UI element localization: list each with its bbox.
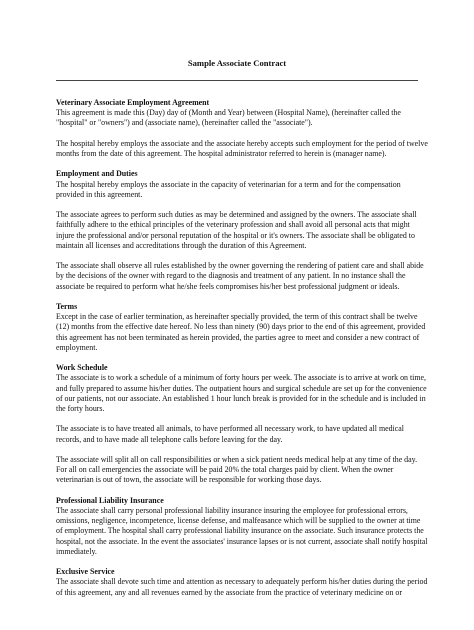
document-body xyxy=(56,98,428,608)
section-heading: Exclusive Service xyxy=(56,567,115,577)
document-title: Sample Associate Contract xyxy=(187,58,287,68)
title-divider xyxy=(56,80,418,81)
section-heading: Work Schedule xyxy=(56,363,108,373)
paragraph: The associate is to work a schedule of a minimum of forty hours per week. The associate is to arrive at work on time, and fully prepared to assume his/her duties. The outpatient hours and surgical schedule are set up for the convenience of our patients, not our associate. An established 1 hour lunch break is provided for in the schedule and is included in the forty hours. xyxy=(56,373,427,413)
paragraph: The associate will split all on call responsibilities or when a sick patient needs medical help at any time of the day. For all on call emergencies the associate will be paid 20% the total charges paid by client. When the owner veterinarian is out of town, the associate will be responsible for working those days. xyxy=(56,454,418,485)
section-employment-agreement xyxy=(56,98,428,159)
section-heading: Terms xyxy=(56,301,78,311)
paragraph: The associate shall observe all rules established by the owner governing the rendering of patient care and shall abide by the decisions of the owner with regard to the diagnosis and treatment of any patient. In no instance shall the associate be required to perform what he/she feels compromises his/her best professional judgment or ideals. xyxy=(56,261,424,291)
section-employment-duties xyxy=(56,169,428,291)
section-exclusive-service xyxy=(56,567,428,598)
section-work-schedule xyxy=(56,363,428,485)
paragraph: The associate shall carry personal professional liability insurance insuring the employee for professional errors, omissions, negligence, incompetence, license defense, and malfeasance which will be supplied to the owner at time of employment. The hospital shall carry professional liability insurance on the associate. Such insurance protects the hospital, not the associate. In the event the associates' insurance lapses or is not current, associate shall notify hospital immediately. xyxy=(56,505,428,556)
section-liability-insurance xyxy=(56,496,428,557)
section-heading: Employment and Duties xyxy=(56,169,138,179)
paragraph: The associate shall devote such time and attention as necessary to adequately perform his/her duties during the period of this agreement, any and all revenues earned by the associate from the practice of veterinary medicine on or xyxy=(56,577,428,597)
section-heading: Veterinary Associate Employment Agreement xyxy=(56,98,210,107)
paragraph: This agreement is made this (Day) day of (Month and Year) between (Hospital Name), (hereinafter called the "hospital" or "owners") and (associate name), (hereinafter called the "associate"). xyxy=(56,108,401,128)
paragraph: The hospital hereby employs the associate and the associate hereby accepts such employment for the period of twelve months from the date of this agreement. The hospital administrator referred to herein is (manager name). xyxy=(56,138,428,158)
paragraph: The associate is to have treated all animals, to have performed all necessary work, to have updated all medical records, and to have made all telephone calls before leaving for the day. xyxy=(56,424,404,444)
paragraph: The hospital hereby employs the associate in the capacity of veterinarian for a term and for the compensation provided in this agreement. xyxy=(56,179,401,199)
section-heading: Professional Liability Insurance xyxy=(56,495,164,505)
paragraph: Except in the case of earlier termination, as hereinafter specially provided, the term of this contract shall be twelve (12) months from the effective date hereof. No less than ninety (90) days prior to the end of this agreement, provided this agreement has not been terminated as herein provided, the parties agree to meet and consider a new contract of employment. xyxy=(56,312,426,352)
paragraph: The associate agrees to perform such duties as may be determined and assigned by the owners. The associate shall faithfully adhere to the ethical principles of the veterinary profession and shall avoid all personal acts that might injure the professional and/or personal reputation of the hospital or it's owners. The associate shall be obligated to maintain all licenses and accreditations through the duration of this Agreement. xyxy=(56,210,417,250)
section-terms xyxy=(56,302,428,353)
